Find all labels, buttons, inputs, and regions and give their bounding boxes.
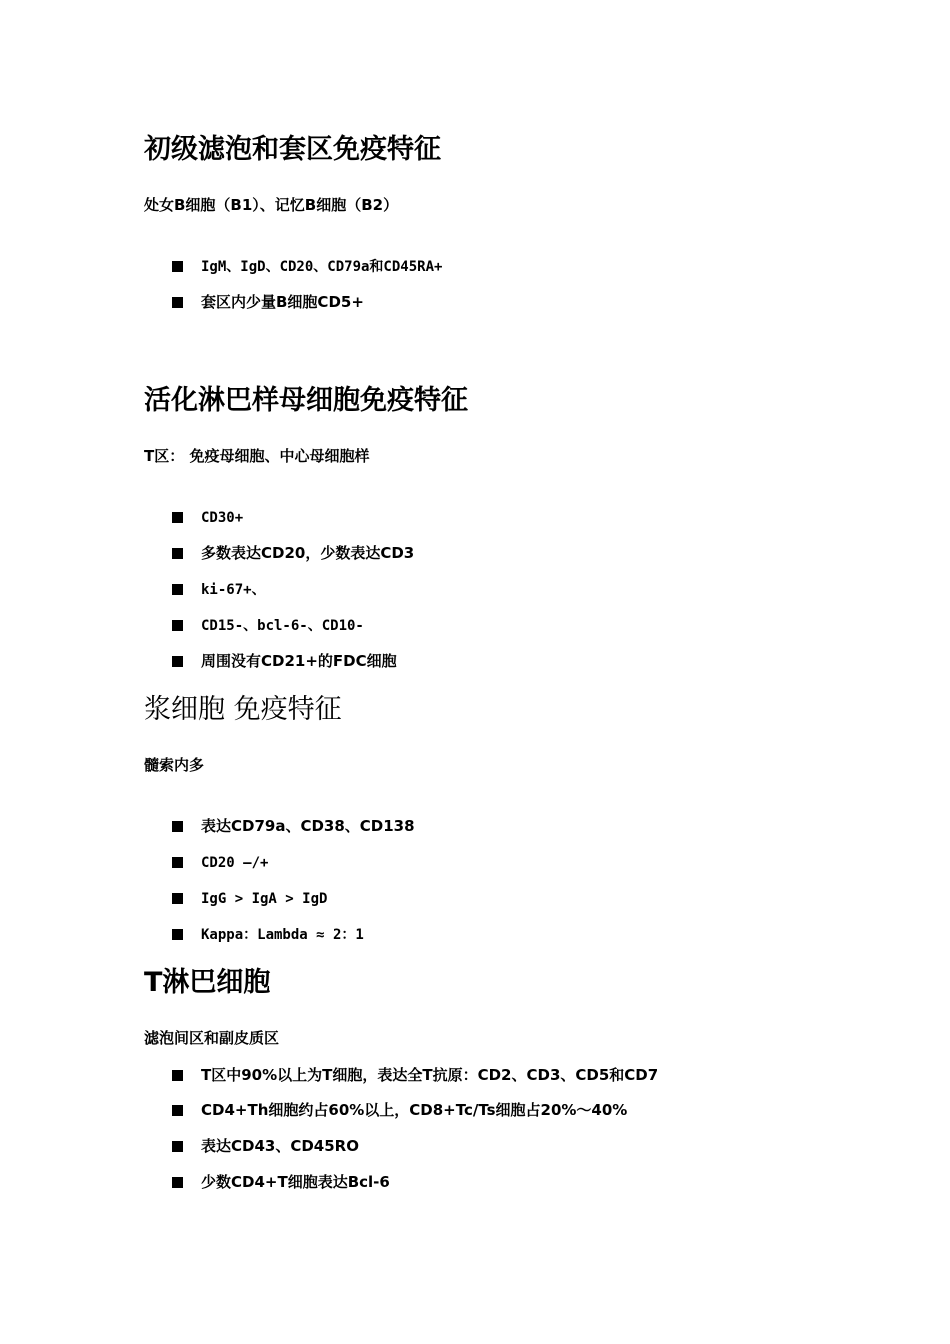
square-bullet-icon [172,929,183,940]
section-2-subtitle: T区： 免疫母细胞、中心母细胞样 [144,447,370,465]
section-2-item-4: CD15-、bcl-6-、CD10- [172,618,364,633]
square-bullet-icon [172,548,183,559]
square-bullet-icon [172,1105,183,1116]
square-bullet-icon [172,1177,183,1188]
section-2-item-1: CD30+ [172,510,243,525]
square-bullet-icon [172,584,183,595]
section-4-item-3: 表达CD43、CD45RO [172,1139,359,1154]
section-2-item-5: 周围没有CD21+的FDC细胞 [172,654,397,669]
section-4-item-2: CD4+Th细胞约占60%以上，CD8+Tc/Ts细胞占20%～40% [172,1103,627,1118]
section-1-title: 初级滤泡和套区免疫特征 [144,134,441,165]
square-bullet-icon [172,821,183,832]
section-3-subtitle: 髓索内多 [144,756,205,774]
section-3-item-2: CD20 —/+ [172,855,268,870]
section-1-subtitle: 处女B细胞（B1）、记忆B细胞（B2） [144,196,399,214]
section-4-subtitle: 滤泡间区和副皮质区 [144,1029,280,1047]
section-1-item-2: 套区内少量B细胞CD5+ [172,295,364,310]
square-bullet-icon [172,512,183,523]
section-3-title: 浆细胞 免疫特征 [144,694,342,725]
square-bullet-icon [172,893,183,904]
section-1-item-1: IgM、IgD、CD20、CD79a和CD45RA+ [172,259,442,274]
section-2-item-2: 多数表达CD20，少数表达CD3 [172,546,414,561]
square-bullet-icon [172,857,183,868]
square-bullet-icon [172,1141,183,1152]
section-4-item-1: T区中90%以上为T细胞，表达全T抗原：CD2、CD3、CD5和CD7 [172,1068,658,1083]
square-bullet-icon [172,261,183,272]
section-4-title: T淋巴细胞 [144,967,271,998]
section-3-item-3: IgG > IgA > IgD [172,891,327,906]
section-2-item-3: ki-67+、 [172,582,266,597]
section-3-item-4: Kappa：Lambda ≈ 2：1 [172,927,364,942]
square-bullet-icon [172,620,183,631]
square-bullet-icon [172,656,183,667]
section-3-item-1: 表达CD79a、CD38、CD138 [172,819,415,834]
square-bullet-icon [172,297,183,308]
section-4-item-4: 少数CD4+T细胞表达Bcl-6 [172,1175,390,1190]
square-bullet-icon [172,1070,183,1081]
section-2-title: 活化淋巴样母细胞免疫特征 [144,385,468,416]
